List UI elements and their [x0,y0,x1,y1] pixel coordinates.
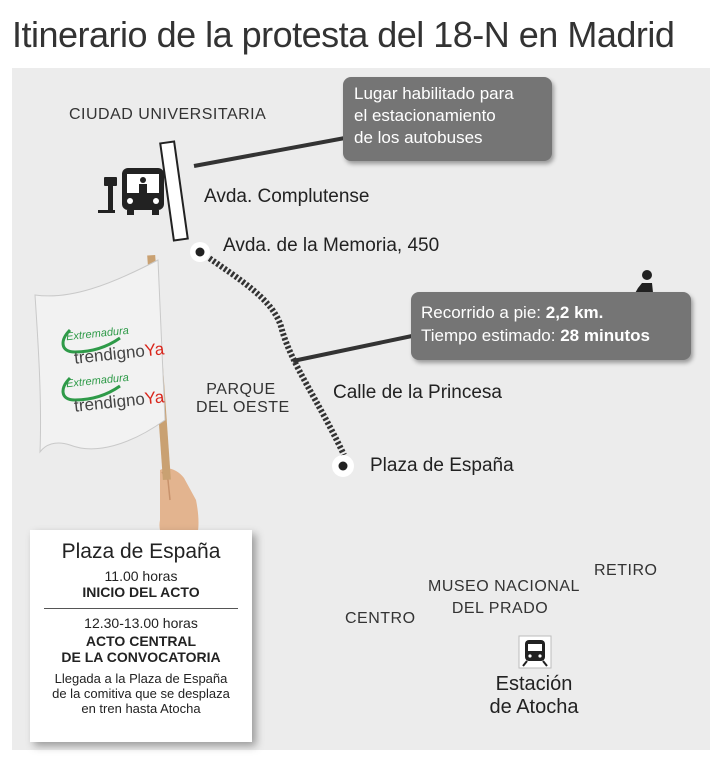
info-event-1: INICIO DEL ACTO [82,584,200,600]
parking-leader-line [194,138,345,166]
flag-brand-small-top: Extremadura [65,324,130,344]
train-icon [519,636,551,668]
label-parque-oeste-line2: DEL OESTE [196,399,290,416]
info-event-2-line2: DE LA CONVOCATORIA [61,649,221,665]
page-title: Itinerario de la protesta del 18-N en Madrid [12,14,675,55]
label-centro: CENTRO [345,610,416,627]
parking-zone [160,142,188,241]
label-ciudad-universitaria: CIUDAD UNIVERSITARIA [69,106,267,123]
info-divider [44,608,238,609]
label-museo-prado [428,576,580,620]
info-event-2-line1: ACTO CENTRAL [85,633,197,649]
parking-callout-line2: el estacionamiento [354,106,496,125]
label-calle-princesa: Calle de la Princesa [333,382,502,403]
label-estacion-atocha [478,673,590,719]
walk-distance: Recorrido a pie: 2,2 km. [421,303,604,322]
info-title: Plaza de España [61,540,221,563]
walk-callout [411,292,691,360]
label-estacion-line1: Estación [495,673,573,695]
info-description [30,671,252,716]
label-avda-memoria: Avda. de la Memoria, 450 [223,235,440,256]
info-desc-line2: de la comitiva que se desplaza [52,686,230,701]
label-parque-oeste-line1: PARQUE [206,381,276,398]
info-time-1: 11.00 horas [104,568,178,584]
label-avda-complutense: Avda. Complutense [204,186,370,207]
walk-leader-line [293,336,412,361]
parking-callout [343,77,552,161]
label-museo-line1: MUSEO NACIONAL [428,578,580,595]
label-estacion-line2: de Atocha [489,696,579,718]
info-desc-line3: en tren hasta Atocha [81,701,201,716]
label-plaza-espana: Plaza de España [370,455,514,476]
flag-brand-bottom: trendignoYa [73,387,166,416]
info-time-2: 12.30-13.00 horas [84,615,198,631]
flag-brand-top: trendignoYa [73,339,166,368]
walk-time: Tiempo estimado: 28 minutos [421,326,650,345]
label-parque-oeste [196,381,290,417]
label-retiro: RETIRO [594,562,658,579]
parking-callout-line3: de los autobuses [354,128,483,147]
info-desc-line1: Llegada a la Plaza de España [54,671,228,686]
bus-stop-icon [98,168,164,215]
flag-brand-small-bottom: Extremadura [65,371,130,391]
parking-callout-line1: Lugar habilitado para [354,84,514,103]
info-event-2 [30,633,252,665]
label-museo-line2: DEL PRADO [451,600,549,617]
event-info-box [30,530,252,742]
